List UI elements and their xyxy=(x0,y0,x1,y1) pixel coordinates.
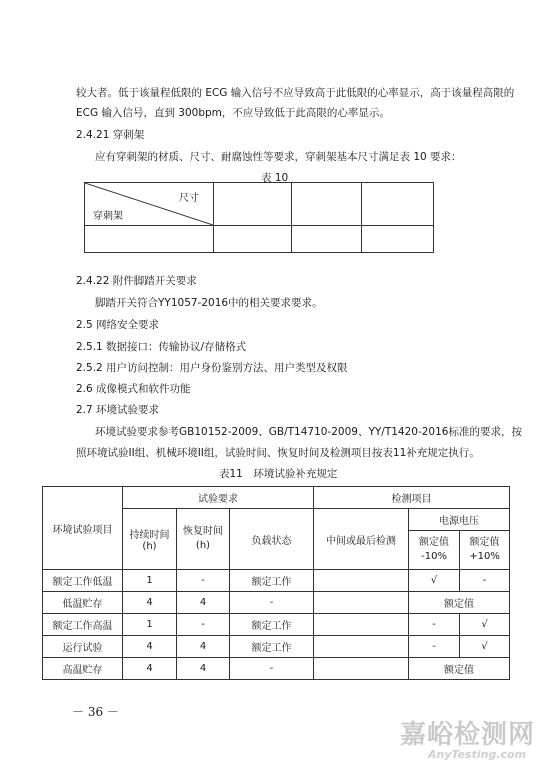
table11-caption: 表11 环境试验补充规定 xyxy=(219,468,338,480)
table10-cell xyxy=(361,226,433,253)
section-heading: 2.6 成像模式和软件功能 xyxy=(76,383,191,395)
row-intermediate xyxy=(314,614,409,636)
row-rated-plus: - xyxy=(460,570,510,592)
row-duration: 4 xyxy=(123,636,177,658)
table10-header-cell xyxy=(85,183,214,226)
row-duration: 1 xyxy=(123,614,177,636)
header-intermediate-check: 中间或最后检测 xyxy=(314,509,409,570)
header-rated-plus: 额定值 +10% xyxy=(460,531,510,570)
table-row xyxy=(43,592,510,614)
table10-cell xyxy=(85,226,214,253)
page-number: － 36 － xyxy=(72,705,119,719)
paragraph-line: 较大者。低于该量程低限的 ECG 输入信号不应导致高于此低限的心率显示，高于该量程高限的 xyxy=(76,87,515,99)
header-puncture-frame: 穿刺架 xyxy=(93,211,123,222)
row-duration: 4 xyxy=(123,592,177,614)
row-rated-merged: 额定值 xyxy=(409,658,510,680)
watermark-logo-text: 嘉峪检测网 xyxy=(400,720,536,750)
table10-cell xyxy=(291,183,361,226)
row-duration: 1 xyxy=(123,570,177,592)
row-recovery: 4 xyxy=(177,636,230,658)
section-heading: 2.5 网络安全要求 xyxy=(76,319,160,331)
paragraph-line: 环境试验要求参考GB10152-2009、GB/T14710-2009、YY/T1420-2016标准的要求，按 xyxy=(95,426,522,438)
row-load: 额定工作 xyxy=(230,636,314,658)
table10-cell xyxy=(361,183,433,226)
table-row xyxy=(43,614,510,636)
header-load-state: 负载状态 xyxy=(230,509,314,570)
header-detection-item: 检测项目 xyxy=(314,487,510,509)
table-11 xyxy=(42,486,510,680)
row-name: 高温贮存 xyxy=(43,658,123,680)
row-name: 低温贮存 xyxy=(43,592,123,614)
row-load: - xyxy=(230,658,314,680)
section-heading: 2.5.2 用户访问控制：用户身份鉴别方法、用户类型及权限 xyxy=(76,362,348,374)
row-rated-minus: - xyxy=(409,636,460,658)
row-name: 运行试验 xyxy=(43,636,123,658)
row-name: 额定工作低温 xyxy=(43,570,123,592)
row-intermediate xyxy=(314,636,409,658)
row-intermediate xyxy=(314,592,409,614)
row-intermediate xyxy=(314,570,409,592)
table-10 xyxy=(84,182,434,253)
row-rated-plus: √ xyxy=(460,636,510,658)
header-recovery: 恢复时间 (h) xyxy=(177,509,230,570)
header-supply-voltage: 电源电压 xyxy=(409,509,510,531)
section-heading: 2.4.21 穿刺架 xyxy=(76,129,145,141)
table10-cell xyxy=(214,226,292,253)
table10-cell xyxy=(291,226,361,253)
header-rated-minus: 额定值 -10% xyxy=(409,531,460,570)
header-size: 尺寸 xyxy=(179,193,199,204)
table-row xyxy=(43,636,510,658)
table10-cell xyxy=(214,183,292,226)
header-test-item: 环境试验项目 xyxy=(43,487,123,570)
table-row xyxy=(43,658,510,680)
watermark-url: AnyTesting.com xyxy=(428,748,527,761)
row-name: 额定工作高温 xyxy=(43,614,123,636)
paragraph-line: ECG 输入信号，直到 300bpm，不应导致低于此高限的心率显示。 xyxy=(76,107,390,119)
row-load: 额定工作 xyxy=(230,570,314,592)
row-rated-plus: √ xyxy=(460,614,510,636)
row-load: - xyxy=(230,592,314,614)
paragraph-line: 照环境试验II组、机械环境II组，试验时间、恢复时间及检测项目按表11补充规定执行。 xyxy=(76,447,480,459)
row-duration: 4 xyxy=(123,658,177,680)
section-heading: 2.7 环境试验要求 xyxy=(76,404,160,416)
header-test-requirement: 试验要求 xyxy=(123,487,314,509)
table-row xyxy=(43,570,510,592)
row-rated-minus: - xyxy=(409,614,460,636)
table10-caption: 表 10 xyxy=(261,172,289,184)
paragraph-line: 应有穿刺架的材质、尺寸、耐腐蚀性等要求，穿刺架基本尺寸满足表 10 要求： xyxy=(95,151,462,163)
row-recovery: 4 xyxy=(177,592,230,614)
header-duration: 持续时间(h) xyxy=(123,509,177,570)
section-heading: 2.5.1 数据接口：传输协议/存储格式 xyxy=(76,341,247,353)
row-intermediate xyxy=(314,658,409,680)
row-rated-minus: √ xyxy=(409,570,460,592)
row-recovery: 4 xyxy=(177,658,230,680)
row-recovery: - xyxy=(177,570,230,592)
row-load: 额定工作 xyxy=(230,614,314,636)
row-rated-merged: 额定值 xyxy=(409,592,510,614)
row-recovery: - xyxy=(177,614,230,636)
section-heading: 2.4.22 附件脚踏开关要求 xyxy=(76,275,197,287)
paragraph-line: 脚踏开关符合YY1057-2016中的相关要求要求。 xyxy=(95,297,323,309)
